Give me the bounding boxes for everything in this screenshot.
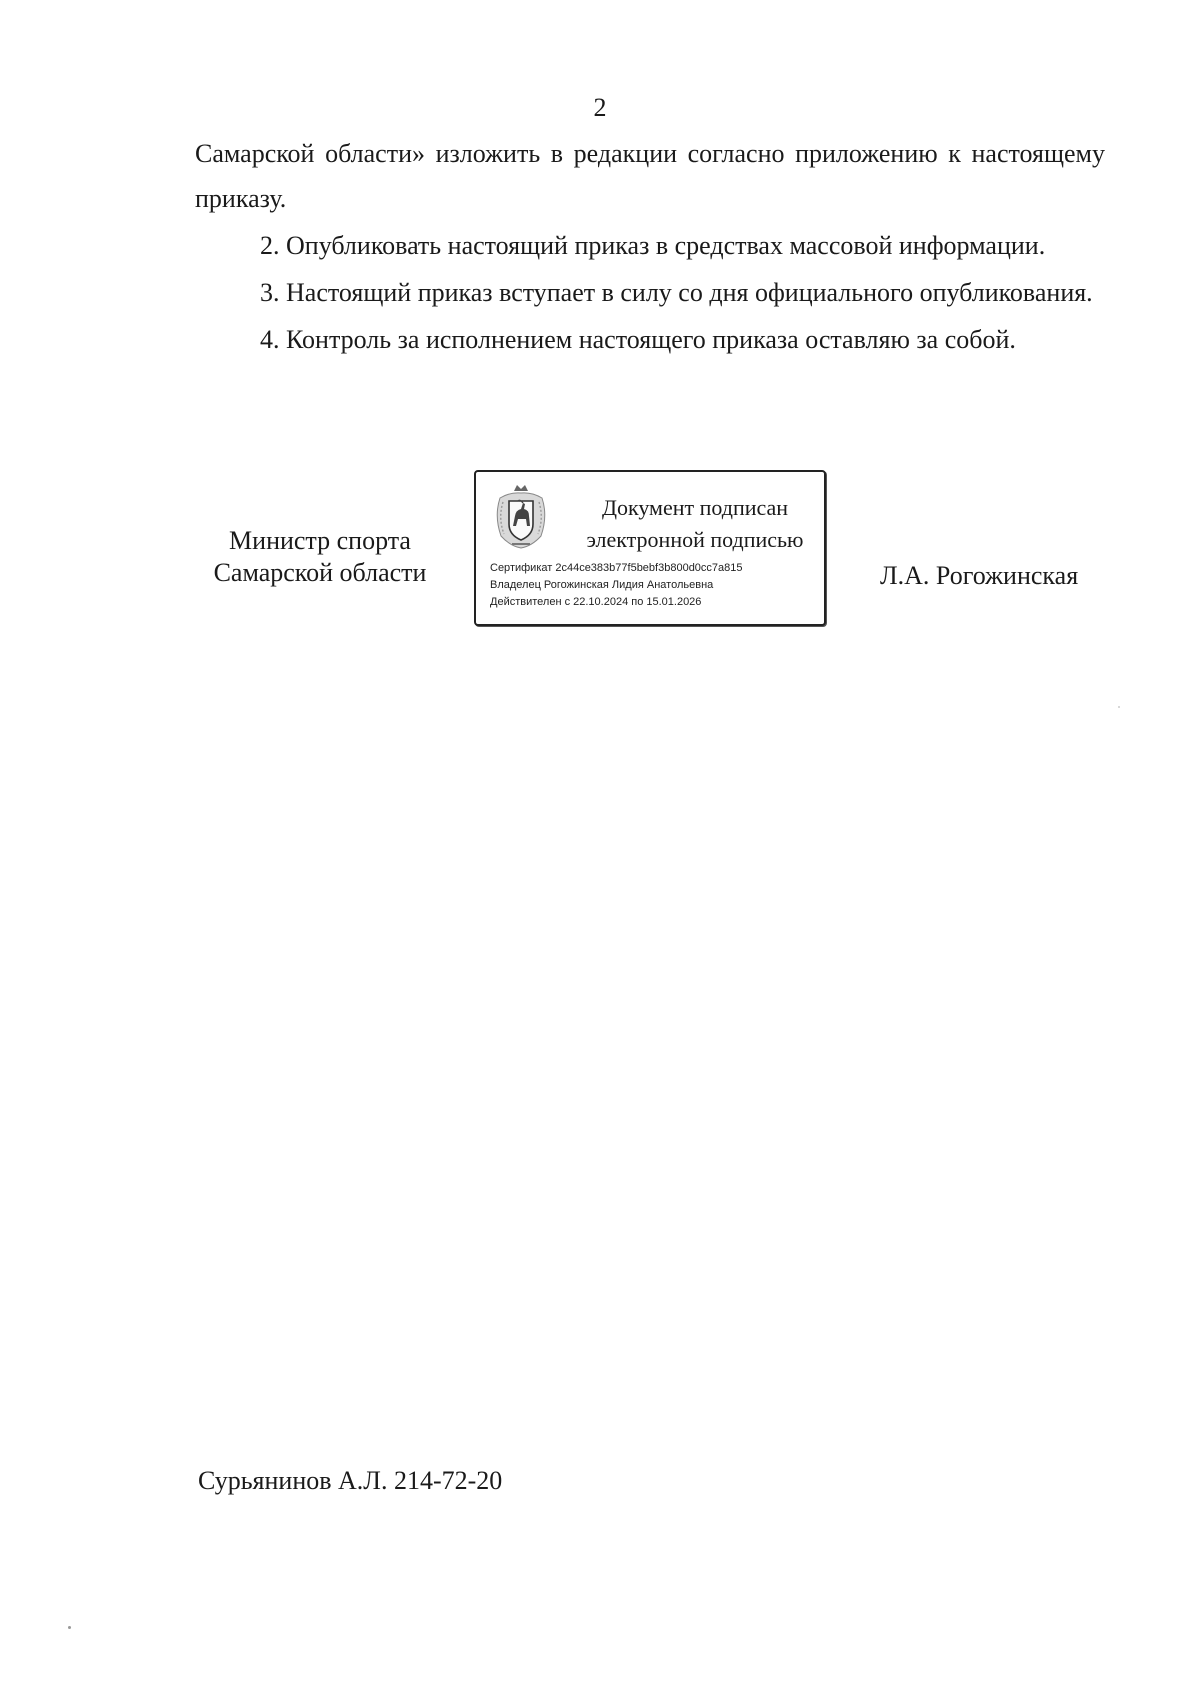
stamp-owner: Владелец Рогожинская Лидия Анатольевна xyxy=(490,579,714,591)
stamp-heading-line-1: Документ подписан xyxy=(601,495,789,520)
stamp-details xyxy=(490,560,743,611)
signer-position xyxy=(190,525,450,589)
stamp-heading-line-2: электронной подписью xyxy=(586,527,804,552)
stamp-certificate: Сертификат 2c44ce383b77f5bebf3b800d0cc7a815 xyxy=(490,562,743,574)
item-2-paragraph: 2. Опубликовать настоящий приказ в средствах массовой информации. xyxy=(260,231,1046,260)
signer-name: Л.А. Рогожинская xyxy=(880,561,1079,590)
document-body xyxy=(195,131,1105,362)
samara-coat-of-arms-icon xyxy=(492,482,550,552)
scan-speck xyxy=(1118,706,1120,708)
item-4-paragraph: 4. Контроль за исполнением настоящего приказа оставляю за собой. xyxy=(260,325,1016,354)
stamp-heading xyxy=(572,492,818,556)
page-number: 2 xyxy=(593,93,607,122)
electronic-signature-stamp xyxy=(474,470,826,626)
item-3-paragraph: 3. Настоящий приказ вступает в силу со дня официального опубликования. xyxy=(260,278,1093,307)
executor-contact: Сурьянинов А.Л. 214-72-20 xyxy=(198,1466,503,1495)
signer-position-line-1: Министр спорта xyxy=(229,526,411,555)
scan-speck xyxy=(68,1626,71,1629)
signer-position-line-2: Самарской области xyxy=(213,558,427,587)
stamp-validity: Действителен с 22.10.2024 по 15.01.2026 xyxy=(490,596,702,608)
paragraph-continuation: Самарской области» изложить в редакции согласно приложению к настоящему приказу. xyxy=(195,139,1105,213)
